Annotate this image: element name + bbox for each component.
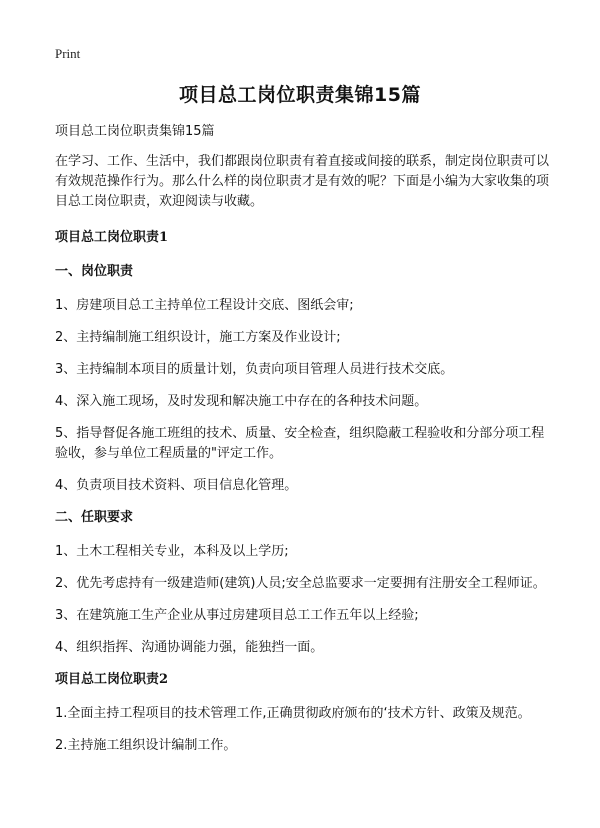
duty-item: 1、房建项目总工主持单位工程设计交底、图纸会审;	[55, 298, 354, 313]
duty-item: 3、主持编制本项目的质量计划，负责向项目管理人员进行技术交底。	[55, 362, 454, 377]
section2-item: 2.主持施工组织设计编制工作。	[55, 738, 237, 753]
print-label: Print	[55, 46, 81, 61]
duty-item: 4、负责项目技术资料、项目信息化管理。	[55, 478, 298, 493]
section-title-1: 项目总工岗位职责1	[55, 230, 169, 245]
requirement-item: 3、在建筑施工生产企业从事过房建项目总工工作五年以上经验;	[55, 608, 419, 623]
document-subtitle: 项目总工岗位职责集锦15篇	[55, 124, 215, 139]
page-title: 项目总工岗位职责集锦15篇	[179, 84, 421, 106]
section-title-2: 项目总工岗位职责2	[55, 672, 169, 687]
requirement-item: 2、优先考虑持有一级建造师(建筑)人员;安全总监要求一定要拥有注册安全工程师证。	[55, 576, 546, 591]
section2-item: 1.全面主持工程项目的技术管理工作,正确贯彻政府颁布的‘技术方针、政策及规范。	[55, 706, 531, 721]
requirement-item: 1、土木工程相关专业，本科及以上学历;	[55, 544, 289, 559]
duties-heading: 一、岗位职责	[55, 264, 134, 279]
document-body	[55, 122, 555, 768]
requirements-heading: 二、任职要求	[55, 510, 134, 525]
duty-item: 5、指导督促各施工班组的技术、质量、安全检查，组织隐蔽工程验收和分部分项工程验收，参与单位工程质量的"评定工作。	[55, 426, 545, 461]
duty-item: 4、深入施工现场，及时发现和解决施工中存在的各种技术问题。	[55, 394, 428, 409]
duty-item: 2、主持编制施工组织设计，施工方案及作业设计;	[55, 330, 341, 345]
intro-paragraph: 在学习、工作、生活中，我们都跟岗位职责有着直接或间接的联系，制定岗位职责可以有效规范操作行为。那么什么样的岗位职责才是有效的呢？下面是小编为大家收集的项目总工岗位职责，欢迎阅读与收藏。	[55, 154, 550, 209]
requirement-item: 4、组织指挥、沟通协调能力强，能独挡一面。	[55, 640, 324, 655]
